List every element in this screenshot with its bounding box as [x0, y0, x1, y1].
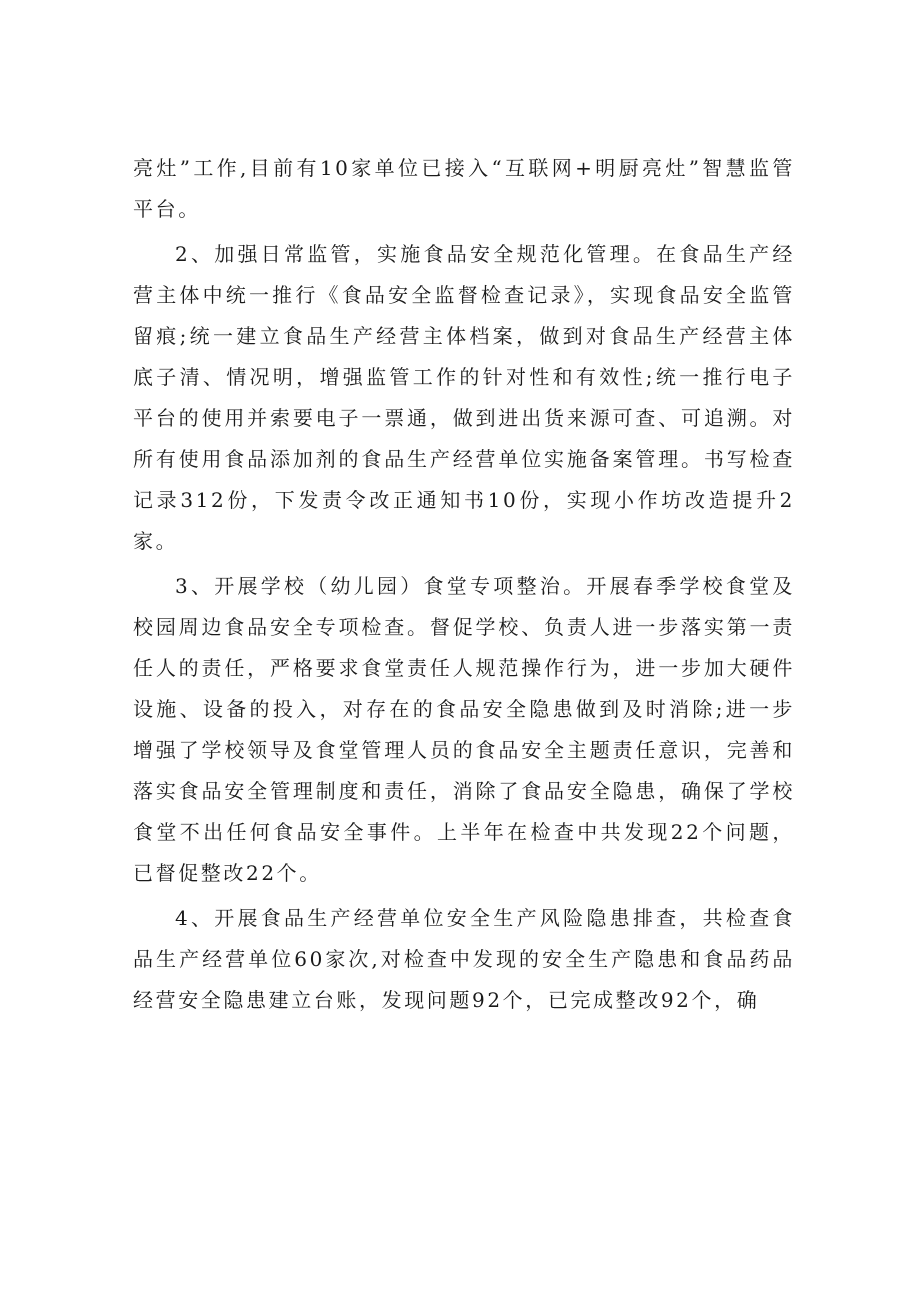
paragraph-2: 2、加强日常监管，实施食品安全规范化管理。在食品生产经营主体中统一推行《食品安全监督检查记录》，实现食品安全监管留痕;统一建立食品生产经营主体档案，做到对食品生产经营主体底子清、情况明，增强监管工作的针对性和有效性;统一推行电子平台的使用并索要电子一票通，做到进出货来源可查、可追溯。对所有使用食品添加剂的食品生产经营单位实施备案管理。书写检查记录312份，下发责令改正通知书10份，实现小作坊改造提升2家。	[133, 242, 795, 553]
paragraph-1-continuation: 亮灶”工作,目前有10家单位已接入“互联网+明厨亮灶”智慧监管平台。	[133, 156, 795, 221]
document-body	[133, 148, 795, 1021]
paragraph-4: 4、开展食品生产经营单位安全生产风险隐患排查，共检查食品生产经营单位60家次,对检查中发现的安全生产隐患和食品药品经营安全隐患建立台账，发现问题92个，已完成整改92个，确	[133, 906, 795, 1012]
paragraph-3: 3、开展学校（幼儿园）食堂专项整治。开展春季学校食堂及校园周边食品安全专项检查。督促学校、负责人进一步落实第一责任人的责任，严格要求食堂责任人规范操作行为，进一步加大硬件设施、设备的投入，对存在的食品安全隐患做到及时消除;进一步增强了学校领导及食堂管理人员的食品安全主题责任意识，完善和落实食品安全管理制度和责任，消除了食品安全隐患，确保了学校食堂不出任何食品安全事件。上半年在检查中共发现22个问题，已督促整改22个。	[133, 574, 795, 885]
